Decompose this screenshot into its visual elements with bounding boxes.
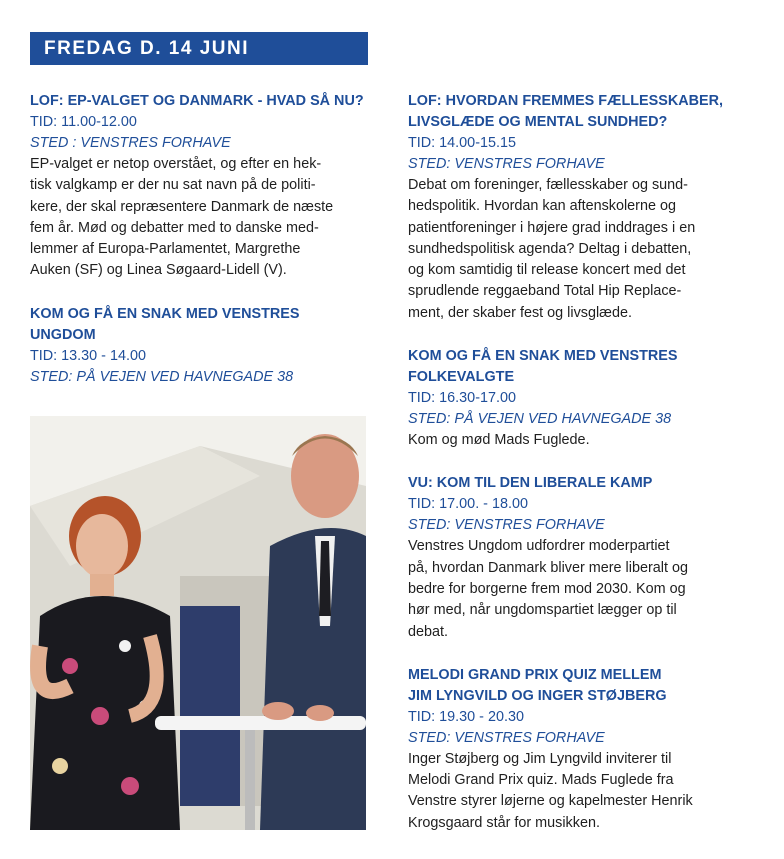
event-mgp-quiz <box>408 665 758 834</box>
event-description: Debat om foreninger, fællesskaber og sund- hedspolitik. Hvordan kan aftenskolerne og patientforeninger i højere grad inddrages i en sundhedspolitisk agenda? Deltag i debatten, og kom samtidig til release koncert med det sprudlende reggaeband Total Hip Replace- ment, der skaber fest og livsglæde. <box>408 177 696 321</box>
event-description: Venstres Ungdom udfordrer moderpartiet på, hvordan Danmark bliver mere liberalt og bedre for borgerne frem mod 2030. Kom og hør med, når ungdomspartiet lægger op til debat. <box>408 538 688 640</box>
event-place: STED: PÅ VEJEN VED HAVNEGADE 38 <box>408 411 672 428</box>
event-description: Inger Støjberg og Jim Lyngvild inviterer til Melodi Grand Prix quiz. Mads Fuglede fra Venstre styrer løjerne og kapelmester Henrik Krogsgaard står for musikken. <box>408 750 693 831</box>
event-time: TID: 19.30 - 20.30 <box>408 708 524 725</box>
photo-illustration <box>30 416 366 830</box>
event-title: MELODI GRAND PRIX QUIZ MELLEM JIM LYNGVILD OG INGER STØJBERG <box>408 666 667 704</box>
left-column <box>30 91 380 410</box>
event-title: KOM OG FÅ EN SNAK MED VENSTRES FOLKEVALGTE <box>408 348 678 386</box>
event-title: VU: KOM TIL DEN LIBERALE KAMP <box>408 475 653 492</box>
event-time: TID: 14.00-15.15 <box>408 135 516 151</box>
event-description: EP-valget er netop overstået, og efter en hek- tisk valgkamp er der nu sat navn på de politi- kere, der skal repræsentere Danmark de næste fem år. Mød og debatter med to danske med- lemmer af Europa-Parlamentet, Margrethe Auken (SF) og Linea Søgaard-Lidell (V). <box>30 156 334 279</box>
event-description: Kom og mød Mads Fuglede. <box>408 432 590 449</box>
event-folkevalgte <box>408 346 758 451</box>
event-faellesskaber <box>408 91 758 324</box>
event-time: TID: 16.30-17.00 <box>408 390 516 407</box>
event-title: LOF: HVORDAN FREMMES FÆLLESSKABER, LIVSGLÆDE OG MENTAL SUNDHED? <box>408 93 723 130</box>
right-column <box>408 91 758 856</box>
date-banner: FREDAG D. 14 JUNI <box>30 32 368 65</box>
event-title: LOF: EP-VALGET OG DANMARK - HVAD SÅ NU? <box>30 93 364 109</box>
event-ep-valget <box>30 91 380 282</box>
event-place: STED : VENSTRES FORHAVE <box>30 135 231 151</box>
event-place: STED: VENSTRES FORHAVE <box>408 156 605 172</box>
event-place: STED: VENSTRES FORHAVE <box>408 517 605 534</box>
event-liberale-kamp <box>408 473 758 642</box>
event-photo <box>30 416 366 830</box>
event-time: TID: 17.00. - 18.00 <box>408 496 528 513</box>
event-place: STED: PÅ VEJEN VED HAVNEGADE 38 <box>30 368 294 385</box>
event-place: STED: VENSTRES FORHAVE <box>408 729 605 746</box>
event-time: TID: 13.30 - 14.00 <box>30 347 146 364</box>
event-venstres-ungdom <box>30 304 380 388</box>
event-title: KOM OG FÅ EN SNAK MED VENSTRES UNGDOM <box>30 305 300 343</box>
event-time: TID: 11.00-12.00 <box>30 114 137 130</box>
